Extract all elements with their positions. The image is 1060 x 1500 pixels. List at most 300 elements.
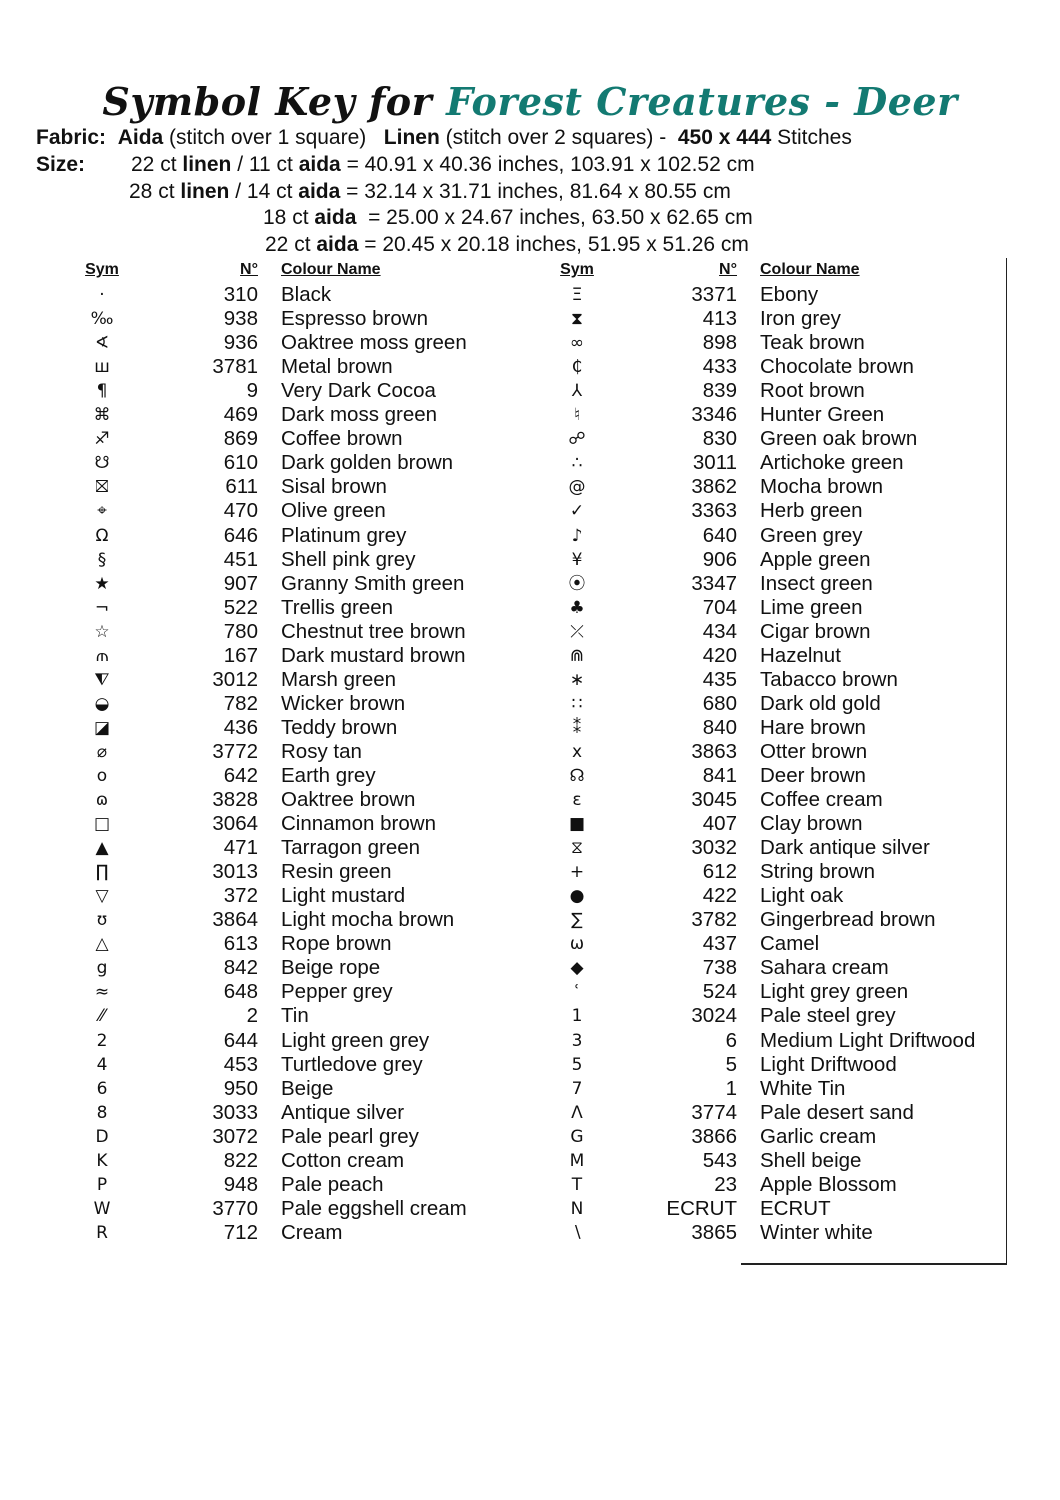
size-dimensions: = 25.00 x 24.67 inches, 63.50 x 62.65 cm	[356, 206, 753, 229]
symbol-glyph: ⛝	[95, 477, 109, 498]
symbol-glyph: ♣	[569, 597, 585, 618]
size-fabric: linen	[182, 153, 232, 176]
symbol-glyph: 7	[571, 1078, 583, 1099]
symbol-glyph: ●	[569, 886, 585, 907]
table-row	[545, 692, 1005, 716]
symbol-glyph: ∗	[569, 669, 585, 690]
floss-number: 3774	[691, 1100, 737, 1124]
colour-name: Marsh green	[281, 667, 397, 691]
colour-name: Clay brown	[760, 812, 863, 836]
table-row	[70, 836, 510, 860]
floss-number: 3012	[212, 667, 258, 691]
symbol-glyph: ⅄	[571, 381, 583, 402]
symbol-glyph: Ξ	[571, 285, 583, 306]
colour-name: Dark golden brown	[281, 451, 454, 475]
floss-number: 822	[223, 1148, 258, 1172]
colour-name: Oaktree moss green	[281, 331, 467, 355]
colour-name: Beige rope	[281, 956, 381, 980]
colour-name: Oaktree brown	[281, 788, 416, 812]
symbol-glyph: ⌘	[93, 405, 111, 426]
floss-number: 3862	[691, 475, 737, 499]
floss-number: 469	[223, 403, 258, 427]
floss-number: 433	[702, 355, 737, 379]
colour-name: Green grey	[760, 523, 863, 547]
colour-name: Pepper grey	[281, 980, 393, 1004]
size-count: 22 ct	[131, 153, 183, 176]
table-row	[70, 1004, 510, 1028]
stitch-suffix: Stitches	[771, 126, 852, 149]
floss-number: 435	[702, 667, 737, 691]
colour-name: String brown	[760, 860, 876, 884]
symbol-glyph: Λ	[571, 1102, 583, 1123]
colour-name: Pale desert sand	[760, 1100, 914, 1124]
table-row	[545, 1173, 1005, 1197]
symbol-glyph: W	[93, 1198, 111, 1219]
colour-name: Hare brown	[760, 715, 866, 739]
colour-name: Coffee brown	[281, 427, 403, 451]
size-fabric: linen	[180, 180, 230, 203]
floss-number: 948	[223, 1172, 258, 1196]
symbol-glyph: @	[568, 477, 586, 498]
table-row	[545, 283, 1005, 307]
colour-name: Trellis green	[281, 595, 394, 619]
table-row	[70, 1173, 510, 1197]
symbol-glyph: ⫙	[96, 645, 108, 666]
fabric-label: Fabric:	[36, 126, 107, 149]
colour-name: Artichoke green	[760, 451, 904, 475]
floss-number: ECRUT	[666, 1196, 737, 1220]
floss-number: 3011	[692, 451, 737, 475]
floss-number: 712	[223, 1220, 258, 1244]
symbol-glyph: ≈	[94, 982, 110, 1003]
table-row	[70, 1077, 510, 1101]
floss-number: 644	[223, 1028, 258, 1052]
floss-number: 3828	[212, 788, 258, 812]
symbol-glyph: ★	[94, 573, 110, 594]
symbol-table-left	[70, 259, 510, 1245]
symbol-table-right	[545, 259, 1005, 1245]
floss-number: 3864	[212, 908, 258, 932]
colour-name: Beige	[281, 1076, 334, 1100]
table-row	[545, 1221, 1005, 1245]
floss-number: 648	[223, 980, 258, 1004]
colour-name: Shell beige	[760, 1148, 862, 1172]
table-row	[70, 572, 510, 596]
colour-name: Winter white	[760, 1220, 873, 1244]
symbol-glyph: ʊ	[96, 910, 108, 931]
symbol-glyph: 2	[96, 1030, 108, 1051]
table-row	[545, 860, 1005, 884]
floss-number: 3045	[691, 788, 737, 812]
floss-number: 470	[223, 499, 258, 523]
colour-name: Sahara cream	[760, 956, 889, 980]
colour-name: Dark mustard brown	[281, 643, 466, 667]
floss-number: 5	[725, 1052, 737, 1076]
table-row	[545, 331, 1005, 355]
symbol-glyph: ♪	[571, 525, 583, 546]
table-row	[70, 1221, 510, 1245]
table-row	[70, 716, 510, 740]
symbol-glyph: ¬	[94, 597, 110, 618]
table-row	[545, 403, 1005, 427]
floss-number: 3347	[691, 571, 737, 595]
colour-name: Granny Smith green	[281, 571, 465, 595]
table-row	[70, 932, 510, 956]
symbol-glyph: ⦿	[568, 573, 586, 594]
table-row	[545, 1004, 1005, 1028]
floss-number: 407	[702, 812, 737, 836]
colour-name: Ebony	[760, 283, 819, 307]
floss-number: 3346	[691, 403, 737, 427]
floss-number: 3072	[212, 1124, 258, 1148]
table-row	[70, 1125, 510, 1149]
symbol-glyph: ☆	[94, 621, 110, 642]
table-row	[545, 1149, 1005, 1173]
colour-name: Camel	[760, 932, 820, 956]
symbol-glyph: ∷	[571, 693, 583, 714]
floss-number: 842	[223, 956, 258, 980]
symbol-glyph: x	[571, 741, 583, 762]
symbol-glyph: R	[96, 1222, 108, 1243]
table-row	[545, 884, 1005, 908]
table-row	[545, 908, 1005, 932]
table-row	[545, 1053, 1005, 1077]
colour-name: Herb green	[760, 499, 863, 523]
colour-name: Apple green	[760, 547, 871, 571]
table-row	[545, 1125, 1005, 1149]
floss-number: 167	[223, 643, 258, 667]
colour-name: Pale steel grey	[760, 1004, 896, 1028]
symbol-glyph: ▽	[95, 886, 109, 907]
header-name: Colour Name	[281, 261, 381, 278]
colour-name: Antique silver	[281, 1100, 405, 1124]
size-line-1	[36, 152, 755, 178]
symbol-glyph: ш	[94, 357, 110, 378]
symbol-glyph: 6	[96, 1078, 108, 1099]
table-row	[545, 524, 1005, 548]
table-border-right	[1006, 258, 1007, 1264]
colour-name: Turtledove grey	[281, 1052, 423, 1076]
floss-number: 451	[223, 547, 258, 571]
floss-number: 3863	[691, 739, 737, 763]
floss-number: 646	[223, 523, 258, 547]
symbol-glyph: T	[571, 1174, 583, 1195]
fabric-line	[36, 125, 852, 151]
colour-name: Apple Blossom	[760, 1172, 897, 1196]
floss-number: 3772	[212, 739, 258, 763]
floss-number: 3363	[691, 499, 737, 523]
symbol-glyph: □	[93, 814, 111, 835]
colour-name: Dark moss green	[281, 403, 438, 427]
symbol-glyph: +	[569, 862, 585, 883]
floss-number: 3866	[691, 1124, 737, 1148]
size-fabric: aida	[298, 180, 341, 203]
colour-name: Pale eggshell cream	[281, 1196, 467, 1220]
table-row	[70, 1101, 510, 1125]
symbol-glyph: ☊	[569, 765, 585, 786]
symbol-glyph: N	[570, 1198, 584, 1219]
table-row	[545, 355, 1005, 379]
symbol-glyph: M	[569, 1150, 585, 1171]
table-row	[70, 475, 510, 499]
symbol-glyph: ⌀	[96, 741, 108, 762]
floss-number: 3013	[212, 860, 258, 884]
floss-number: 1	[725, 1076, 737, 1100]
colour-name: Light grey green	[760, 980, 909, 1004]
symbol-glyph: ◪	[93, 717, 111, 738]
colour-name: Cotton cream	[281, 1148, 405, 1172]
size-dimensions: = 20.45 x 20.18 inches, 51.95 x 51.26 cm	[358, 233, 749, 256]
symbol-glyph: ¶	[96, 381, 108, 402]
colour-name: Tabacco brown	[760, 667, 898, 691]
size-count: 18 ct	[263, 206, 315, 229]
page-title	[0, 78, 1060, 126]
colour-name: Light mustard	[281, 884, 406, 908]
table-row	[70, 596, 510, 620]
symbol-glyph: ∢	[94, 333, 110, 354]
floss-number: 610	[223, 451, 258, 475]
table-row	[70, 307, 510, 331]
symbol-glyph: o	[96, 765, 108, 786]
floss-number: 436	[223, 715, 258, 739]
table-row	[70, 908, 510, 932]
symbol-glyph: ‰	[90, 309, 114, 330]
size-fabric: aida	[314, 206, 357, 229]
table-row	[545, 812, 1005, 836]
colour-name: ECRUT	[760, 1196, 831, 1220]
table-row	[70, 283, 510, 307]
table-row	[545, 379, 1005, 403]
colour-name: Chocolate brown	[760, 355, 914, 379]
table-row	[70, 644, 510, 668]
table-row	[545, 572, 1005, 596]
colour-name: Platinum grey	[281, 523, 407, 547]
size-count: / 14 ct	[229, 180, 299, 203]
fabric-aida-note: (stitch over 1 square)	[163, 126, 384, 149]
colour-name: Dark old gold	[760, 691, 881, 715]
colour-name: Teddy brown	[281, 715, 398, 739]
title-prefix: Symbol Key for	[102, 79, 433, 124]
colour-name: Shell pink grey	[281, 547, 416, 571]
table-row	[70, 331, 510, 355]
symbol-glyph: 5	[571, 1054, 583, 1075]
floss-number: 420	[702, 643, 737, 667]
colour-name: Very Dark Cocoa	[281, 379, 436, 403]
colour-name: Root brown	[760, 379, 865, 403]
symbol-glyph: △	[95, 934, 109, 955]
fabric-aida: Aida	[117, 126, 164, 149]
floss-number: 422	[702, 884, 737, 908]
size-dimensions: = 32.14 x 31.71 inches, 81.64 x 80.55 cm	[340, 180, 731, 203]
table-row	[70, 1149, 510, 1173]
floss-number: 372	[223, 884, 258, 908]
colour-name: Gingerbread brown	[760, 908, 936, 932]
symbol-glyph: ₵	[571, 357, 583, 378]
symbol-glyph: 4	[96, 1054, 108, 1075]
colour-name: Light Driftwood	[760, 1052, 897, 1076]
size-count: / 11 ct	[231, 153, 299, 176]
colour-name: Sisal brown	[281, 475, 387, 499]
table-row	[70, 379, 510, 403]
floss-number: 938	[223, 307, 258, 331]
colour-name: Deer brown	[760, 763, 866, 787]
size-fabric: aida	[316, 233, 359, 256]
floss-number: 3781	[212, 355, 258, 379]
symbol-glyph: ∖	[571, 1222, 583, 1243]
floss-number: 3782	[691, 908, 737, 932]
floss-number: 453	[223, 1052, 258, 1076]
table-row	[545, 548, 1005, 572]
symbol-glyph: ▲	[95, 838, 109, 859]
floss-number: 3032	[691, 836, 737, 860]
table-row	[545, 668, 1005, 692]
floss-number: 839	[702, 379, 737, 403]
table-row	[545, 716, 1005, 740]
colour-name: White Tin	[760, 1076, 846, 1100]
floss-number: 613	[223, 932, 258, 956]
symbol-glyph: ♐	[94, 429, 110, 450]
symbol-glyph: ☋	[94, 453, 110, 474]
symbol-glyph: g	[96, 958, 108, 979]
floss-number: 9	[246, 379, 258, 403]
floss-number: 830	[702, 427, 737, 451]
colour-name: Hazelnut	[760, 643, 841, 667]
table-row	[70, 524, 510, 548]
colour-name: Pale peach	[281, 1172, 384, 1196]
floss-number: 738	[702, 956, 737, 980]
floss-number: 906	[702, 547, 737, 571]
symbol-glyph: ⋒	[569, 645, 585, 666]
colour-name: Cinnamon brown	[281, 812, 436, 836]
table-row	[545, 620, 1005, 644]
size-count: 28 ct	[129, 180, 181, 203]
symbol-glyph: ♮	[573, 405, 581, 426]
colour-name: Rope brown	[281, 932, 392, 956]
symbol-glyph: §	[97, 549, 107, 570]
table-row	[70, 956, 510, 980]
floss-number: 6	[725, 1028, 737, 1052]
header-sym: Sym	[85, 261, 119, 278]
colour-name: Garlic cream	[760, 1124, 877, 1148]
floss-number: 782	[223, 691, 258, 715]
symbol-glyph: ☍	[568, 429, 586, 450]
colour-name: Cigar brown	[760, 619, 871, 643]
floss-number: 434	[702, 619, 737, 643]
symbol-glyph: ∴	[571, 453, 583, 474]
symbol-glyph: 8	[96, 1102, 108, 1123]
table-header	[70, 259, 510, 283]
pattern-name: Forest Creatures - Deer	[446, 79, 958, 124]
table-row	[70, 1029, 510, 1053]
floss-number: 612	[702, 860, 737, 884]
colour-name: Chestnut tree brown	[281, 619, 466, 643]
symbol-glyph: 1	[571, 1006, 583, 1027]
floss-number: 413	[702, 307, 737, 331]
table-row	[545, 836, 1005, 860]
table-row	[545, 956, 1005, 980]
header-num: N°	[719, 261, 737, 278]
floss-number: 704	[702, 595, 737, 619]
table-row	[70, 620, 510, 644]
table-row	[545, 1197, 1005, 1221]
floss-number: 780	[223, 619, 258, 643]
table-row	[545, 596, 1005, 620]
table-row	[70, 451, 510, 475]
table-row	[545, 932, 1005, 956]
floss-number: 869	[223, 427, 258, 451]
size-dimensions: = 40.91 x 40.36 inches, 103.91 x 102.52 cm	[340, 153, 755, 176]
table-row	[70, 860, 510, 884]
floss-number: 23	[714, 1172, 737, 1196]
colour-name: Rosy tan	[281, 739, 362, 763]
size-fabric: aida	[298, 153, 341, 176]
floss-number: 3033	[212, 1100, 258, 1124]
table-row	[545, 1077, 1005, 1101]
symbol-glyph: P	[96, 1174, 108, 1195]
symbol-glyph: ✓	[569, 501, 585, 522]
colour-name: Metal brown	[281, 355, 393, 379]
symbol-glyph: D	[95, 1126, 109, 1147]
floss-number: 936	[223, 331, 258, 355]
table-row	[545, 451, 1005, 475]
floss-number: 950	[223, 1076, 258, 1100]
size-line-4	[265, 232, 749, 258]
floss-number: 642	[223, 763, 258, 787]
floss-number: 3371	[691, 283, 737, 307]
table-row	[70, 740, 510, 764]
floss-number: 3064	[212, 812, 258, 836]
colour-name: Mocha brown	[760, 475, 884, 499]
floss-number: 680	[702, 691, 737, 715]
colour-name: Light green grey	[281, 1028, 430, 1052]
symbol-glyph: ⁄⁄	[99, 1006, 105, 1027]
table-row	[545, 980, 1005, 1004]
floss-number: 471	[223, 836, 258, 860]
colour-name: Cream	[281, 1220, 343, 1244]
symbol-glyph: ⌖	[97, 501, 107, 522]
colour-name: Insect green	[760, 571, 873, 595]
table-row	[70, 668, 510, 692]
colour-name: Pale pearl grey	[281, 1124, 419, 1148]
colour-name: Resin green	[281, 860, 392, 884]
table-row	[545, 644, 1005, 668]
colour-name: Hunter Green	[760, 403, 885, 427]
symbol-glyph: ω	[569, 934, 585, 955]
colour-name: Olive green	[281, 499, 386, 523]
table-row	[70, 355, 510, 379]
table-row	[545, 1101, 1005, 1125]
table-row	[545, 788, 1005, 812]
table-row	[70, 884, 510, 908]
table-row	[70, 692, 510, 716]
table-row	[70, 980, 510, 1004]
floss-number: 543	[702, 1148, 737, 1172]
symbol-glyph: ¥	[571, 549, 583, 570]
table-row	[545, 427, 1005, 451]
floss-number: 522	[223, 595, 258, 619]
symbol-glyph: ε	[572, 790, 582, 811]
table-row	[70, 403, 510, 427]
size-count: 22 ct	[265, 233, 317, 256]
floss-number: 640	[702, 523, 737, 547]
table-row	[545, 475, 1005, 499]
colour-name: Espresso brown	[281, 307, 428, 331]
header-sym: Sym	[560, 261, 594, 278]
symbol-glyph: 3	[571, 1030, 583, 1051]
table-row	[545, 307, 1005, 331]
symbol-glyph: ◒	[94, 693, 110, 714]
table-row	[545, 499, 1005, 523]
